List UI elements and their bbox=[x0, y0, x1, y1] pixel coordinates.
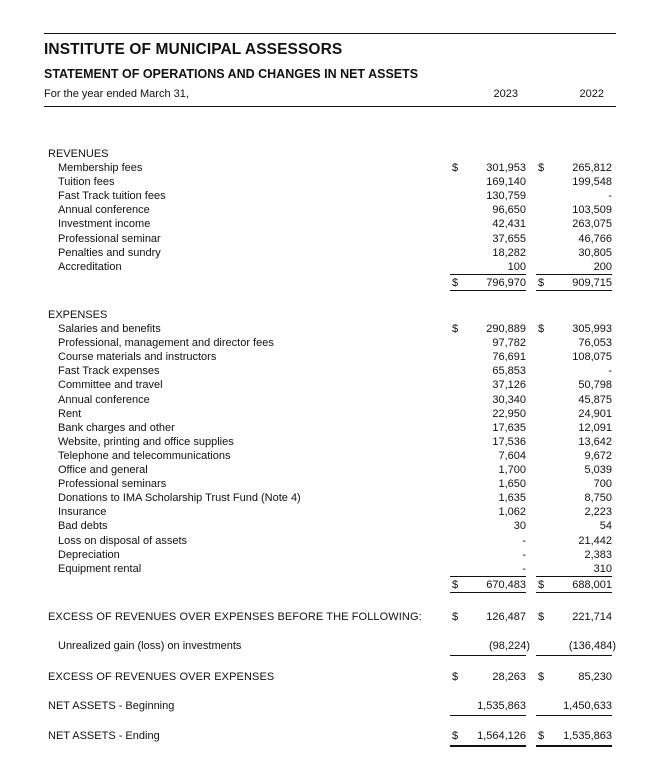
line-item-row bbox=[44, 407, 616, 421]
line-item-row bbox=[44, 562, 616, 576]
line-item-row bbox=[44, 393, 616, 407]
currency-symbol: $ bbox=[452, 323, 459, 336]
revenues-heading: REVENUES bbox=[48, 148, 109, 160]
amount-2023 bbox=[450, 161, 526, 175]
amount: 65,853 bbox=[492, 365, 526, 378]
unrealized-2022 bbox=[536, 637, 616, 656]
line-item-label: Salaries and benefits bbox=[58, 323, 161, 336]
line-item-label: Bad debts bbox=[58, 520, 108, 533]
currency-symbol: $ bbox=[538, 578, 545, 591]
amount-2022 bbox=[536, 364, 612, 378]
amount-2023 bbox=[450, 534, 526, 548]
line-item-row bbox=[44, 449, 616, 463]
amount: 22,950 bbox=[492, 407, 526, 420]
line-item-row bbox=[44, 519, 616, 533]
line-item-row bbox=[44, 534, 616, 548]
currency-symbol: $ bbox=[538, 611, 545, 623]
line-item-row bbox=[44, 421, 616, 435]
amount-2023 bbox=[450, 350, 526, 364]
line-item-row bbox=[44, 435, 616, 449]
line-item-row bbox=[44, 260, 616, 274]
amount: - bbox=[522, 562, 526, 575]
amount: 1,535,863 bbox=[477, 700, 526, 712]
line-item-label: Annual conference bbox=[58, 393, 150, 406]
amount-2023 bbox=[450, 421, 526, 435]
excess-label: EXCESS OF REVENUES OVER EXPENSES bbox=[48, 671, 275, 683]
amount: 1,635 bbox=[498, 492, 526, 505]
excess-before-2023 bbox=[450, 608, 526, 626]
amount-2022 bbox=[536, 336, 612, 350]
amount: 263,075 bbox=[572, 218, 612, 231]
net-assets-ending-row bbox=[44, 727, 616, 745]
unrealized-label: Unrealized gain (loss) on investments bbox=[58, 640, 242, 652]
line-item-label: Telephone and telecommunications bbox=[58, 449, 231, 462]
line-item-label: Membership fees bbox=[58, 162, 143, 175]
net-assets-beginning-2023 bbox=[450, 697, 526, 716]
line-item-row bbox=[44, 203, 616, 217]
line-item-label: Penalties and sundry bbox=[58, 246, 161, 259]
amount-2022 bbox=[536, 378, 612, 392]
net-assets-beginning-label: NET ASSETS - Beginning bbox=[48, 700, 175, 712]
amount: 17,536 bbox=[492, 435, 526, 448]
currency-symbol: $ bbox=[452, 276, 459, 289]
period-label: For the year ended March 31, bbox=[44, 88, 189, 100]
amount: 103,509 bbox=[572, 204, 612, 217]
amount: 290,889 bbox=[486, 323, 526, 336]
amount: 130,759 bbox=[486, 190, 526, 203]
amount: 85,230 bbox=[578, 671, 612, 683]
amount-2023 bbox=[450, 393, 526, 407]
excess-before-2022 bbox=[536, 608, 612, 626]
amount: 909,715 bbox=[572, 276, 612, 289]
amount: 1,450,633 bbox=[563, 700, 612, 712]
line-item-label: Course materials and instructors bbox=[58, 351, 217, 364]
amount-2022 bbox=[536, 463, 612, 477]
amount: 96,650 bbox=[492, 204, 526, 217]
line-item-label: Website, printing and office supplies bbox=[58, 435, 234, 448]
line-item-label: Office and general bbox=[58, 464, 148, 477]
line-item-label: Fast Track tuition fees bbox=[58, 190, 166, 203]
currency-symbol: $ bbox=[538, 162, 545, 175]
amount-2023 bbox=[450, 519, 526, 533]
amount-2023 bbox=[450, 232, 526, 246]
amount: 28,263 bbox=[492, 671, 526, 683]
amount: 9,672 bbox=[584, 449, 612, 462]
amount: 30,805 bbox=[578, 246, 612, 259]
amount-2023 bbox=[450, 260, 526, 275]
amount: 76,691 bbox=[492, 351, 526, 364]
amount: 221,714 bbox=[572, 611, 612, 623]
amount-2023 bbox=[450, 217, 526, 231]
line-item-label: Professional seminar bbox=[58, 232, 161, 245]
amount: - bbox=[608, 365, 612, 378]
amount: 2,383 bbox=[584, 548, 612, 561]
column-header-2023: 2023 bbox=[493, 88, 518, 100]
unrealized-2023 bbox=[450, 637, 530, 656]
amount-2023 bbox=[450, 322, 526, 336]
unrealized-row bbox=[44, 637, 616, 655]
expenses-heading: EXPENSES bbox=[48, 309, 108, 321]
amount-2023 bbox=[450, 505, 526, 519]
amount: 50,798 bbox=[578, 379, 612, 392]
amount: 30 bbox=[513, 520, 526, 533]
currency-symbol: $ bbox=[538, 730, 545, 742]
amount-2022 bbox=[536, 246, 612, 260]
line-item-row bbox=[44, 477, 616, 491]
amount-2023 bbox=[450, 449, 526, 463]
line-item-label: Fast Track expenses bbox=[58, 365, 160, 378]
amount-2022 bbox=[536, 393, 612, 407]
amount: 97,782 bbox=[492, 337, 526, 350]
amount-2023 bbox=[450, 491, 526, 505]
amount: 100 bbox=[507, 260, 526, 273]
amount: 1,700 bbox=[498, 464, 526, 477]
amount: 1,062 bbox=[498, 506, 526, 519]
amount: 7,604 bbox=[498, 449, 526, 462]
statement-header bbox=[44, 33, 616, 107]
line-item-row bbox=[44, 350, 616, 364]
amount-2023 bbox=[450, 548, 526, 562]
amount-2022 bbox=[536, 435, 612, 449]
amount-2022 bbox=[536, 534, 612, 548]
amount-2023 bbox=[450, 336, 526, 350]
revenues-total-2022 bbox=[536, 276, 612, 291]
amount-2022 bbox=[536, 449, 612, 463]
amount-2022 bbox=[536, 161, 612, 175]
amount-2022 bbox=[536, 562, 612, 577]
amount-2022 bbox=[536, 421, 612, 435]
amount: 5,039 bbox=[584, 464, 612, 477]
line-item-label: Equipment rental bbox=[58, 562, 142, 575]
amount-2023 bbox=[450, 407, 526, 421]
currency-symbol: $ bbox=[452, 578, 459, 591]
amount: 310 bbox=[593, 562, 612, 575]
amount-2022 bbox=[536, 203, 612, 217]
line-item-label: Investment income bbox=[58, 218, 151, 231]
line-item-row bbox=[44, 463, 616, 477]
amount-2023 bbox=[450, 378, 526, 392]
amount: 305,993 bbox=[572, 323, 612, 336]
amount: (98,224) bbox=[489, 640, 530, 652]
amount-2022 bbox=[536, 505, 612, 519]
amount: 24,901 bbox=[578, 407, 612, 420]
net-assets-beginning-2022 bbox=[536, 697, 612, 716]
line-item-row bbox=[44, 491, 616, 505]
line-item-label: Committee and travel bbox=[58, 379, 163, 392]
amount: 169,140 bbox=[486, 176, 526, 189]
revenues-total-2023 bbox=[450, 276, 526, 291]
currency-symbol: $ bbox=[452, 611, 459, 623]
amount-2022 bbox=[536, 350, 612, 364]
amount: 21,442 bbox=[578, 534, 612, 547]
column-header-2022: 2022 bbox=[579, 88, 604, 100]
amount: - bbox=[608, 190, 612, 203]
net-assets-ending-label: NET ASSETS - Ending bbox=[48, 730, 160, 742]
amount: 46,766 bbox=[578, 232, 612, 245]
currency-symbol: $ bbox=[452, 671, 459, 683]
line-item-row bbox=[44, 378, 616, 392]
amount-2022 bbox=[536, 491, 612, 505]
amount-2022 bbox=[536, 175, 612, 189]
amount: 18,282 bbox=[492, 246, 526, 259]
amount: 200 bbox=[593, 260, 612, 273]
amount: 13,642 bbox=[578, 435, 612, 448]
line-item-row bbox=[44, 364, 616, 378]
revenues-section bbox=[44, 147, 616, 290]
amount-2023 bbox=[450, 175, 526, 189]
excess-row bbox=[44, 668, 616, 686]
expenses-heading-row bbox=[44, 308, 616, 322]
line-item-label: Rent bbox=[58, 407, 82, 420]
amount: 1,650 bbox=[498, 478, 526, 491]
amount: 76,053 bbox=[578, 337, 612, 350]
line-item-label: Professional, management and director fees bbox=[58, 337, 274, 350]
amount: - bbox=[522, 548, 526, 561]
excess-2023 bbox=[450, 668, 526, 686]
line-item-row bbox=[44, 189, 616, 203]
revenues-total-row bbox=[44, 276, 616, 290]
amount-2022 bbox=[536, 548, 612, 562]
line-item-label: Professional seminars bbox=[58, 478, 167, 491]
line-item-row bbox=[44, 322, 616, 336]
amount: 45,875 bbox=[578, 393, 612, 406]
amount: 301,953 bbox=[486, 162, 526, 175]
currency-symbol: $ bbox=[538, 323, 545, 336]
header-bottom-rule bbox=[44, 106, 616, 107]
period-row bbox=[44, 84, 616, 104]
expenses-total-2023 bbox=[450, 578, 526, 593]
line-item-label: Tuition fees bbox=[58, 176, 115, 189]
line-item-row bbox=[44, 217, 616, 231]
amount-2022 bbox=[536, 232, 612, 246]
line-item-label: Accreditation bbox=[58, 260, 122, 273]
amount-2022 bbox=[536, 189, 612, 203]
line-item-row bbox=[44, 246, 616, 260]
amount: 30,340 bbox=[492, 393, 526, 406]
expenses-total-2022 bbox=[536, 578, 612, 593]
line-item-label: Insurance bbox=[58, 506, 107, 519]
revenues-heading-row bbox=[44, 147, 616, 161]
line-item-row bbox=[44, 548, 616, 562]
amount-2022 bbox=[536, 519, 612, 533]
line-item-label: Annual conference bbox=[58, 204, 150, 217]
amount: 199,548 bbox=[572, 176, 612, 189]
amount-2022 bbox=[536, 217, 612, 231]
amount-2023 bbox=[450, 477, 526, 491]
amount: 37,655 bbox=[492, 232, 526, 245]
amount: 1,564,126 bbox=[477, 730, 526, 742]
organization-name: INSTITUTE OF MUNICIPAL ASSESSORS bbox=[44, 41, 343, 58]
net-assets-ending-2023 bbox=[450, 727, 526, 747]
currency-symbol: $ bbox=[452, 730, 459, 742]
amount: 126,487 bbox=[486, 611, 526, 623]
line-item-row bbox=[44, 161, 616, 175]
currency-symbol: $ bbox=[538, 276, 545, 289]
line-item-row bbox=[44, 232, 616, 246]
net-assets-ending-2022 bbox=[536, 727, 612, 747]
amount-2023 bbox=[450, 463, 526, 477]
amount-2022 bbox=[536, 260, 612, 275]
amount-2022 bbox=[536, 407, 612, 421]
line-item-label: Loss on disposal of assets bbox=[58, 534, 188, 547]
amount-2023 bbox=[450, 189, 526, 203]
amount-2023 bbox=[450, 246, 526, 260]
net-assets-beginning-row bbox=[44, 697, 616, 715]
line-item-label: Bank charges and other bbox=[58, 421, 175, 434]
line-item-label: Depreciation bbox=[58, 548, 120, 561]
amount: 265,812 bbox=[572, 162, 612, 175]
amount: 17,635 bbox=[492, 421, 526, 434]
header-top-rule bbox=[44, 33, 616, 34]
line-item-row bbox=[44, 336, 616, 350]
amount: 8,750 bbox=[584, 492, 612, 505]
amount: (136,484) bbox=[568, 640, 616, 652]
amount: 2,223 bbox=[584, 506, 612, 519]
amount-2023 bbox=[450, 203, 526, 217]
amount: 796,970 bbox=[486, 276, 526, 289]
amount-2023 bbox=[450, 435, 526, 449]
currency-symbol: $ bbox=[538, 671, 545, 683]
amount-2022 bbox=[536, 477, 612, 491]
amount: 670,483 bbox=[486, 578, 526, 591]
amount: - bbox=[522, 534, 526, 547]
excess-before-label: EXCESS OF REVENUES OVER EXPENSES BEFORE THE FOLLOWING: bbox=[48, 611, 422, 623]
amount: 42,431 bbox=[492, 218, 526, 231]
amount: 688,001 bbox=[572, 578, 612, 591]
amount: 700 bbox=[593, 478, 612, 491]
amount-2022 bbox=[536, 322, 612, 336]
line-item-row bbox=[44, 175, 616, 189]
excess-2022 bbox=[536, 668, 612, 686]
line-item-row bbox=[44, 505, 616, 519]
amount: 54 bbox=[599, 520, 612, 533]
amount: 37,126 bbox=[492, 379, 526, 392]
amount: 1,535,863 bbox=[563, 730, 612, 742]
currency-symbol: $ bbox=[452, 162, 459, 175]
amount: 12,091 bbox=[578, 421, 612, 434]
expenses-total-row bbox=[44, 578, 616, 592]
amount-2023 bbox=[450, 364, 526, 378]
amount: 108,075 bbox=[572, 351, 612, 364]
line-item-label: Donations to IMA Scholarship Trust Fund (Note 4) bbox=[58, 492, 301, 505]
amount-2023 bbox=[450, 562, 526, 577]
statement-title: STATEMENT OF OPERATIONS AND CHANGES IN NET ASSETS bbox=[44, 67, 419, 81]
expenses-section bbox=[44, 308, 616, 592]
excess-before-row bbox=[44, 608, 616, 626]
